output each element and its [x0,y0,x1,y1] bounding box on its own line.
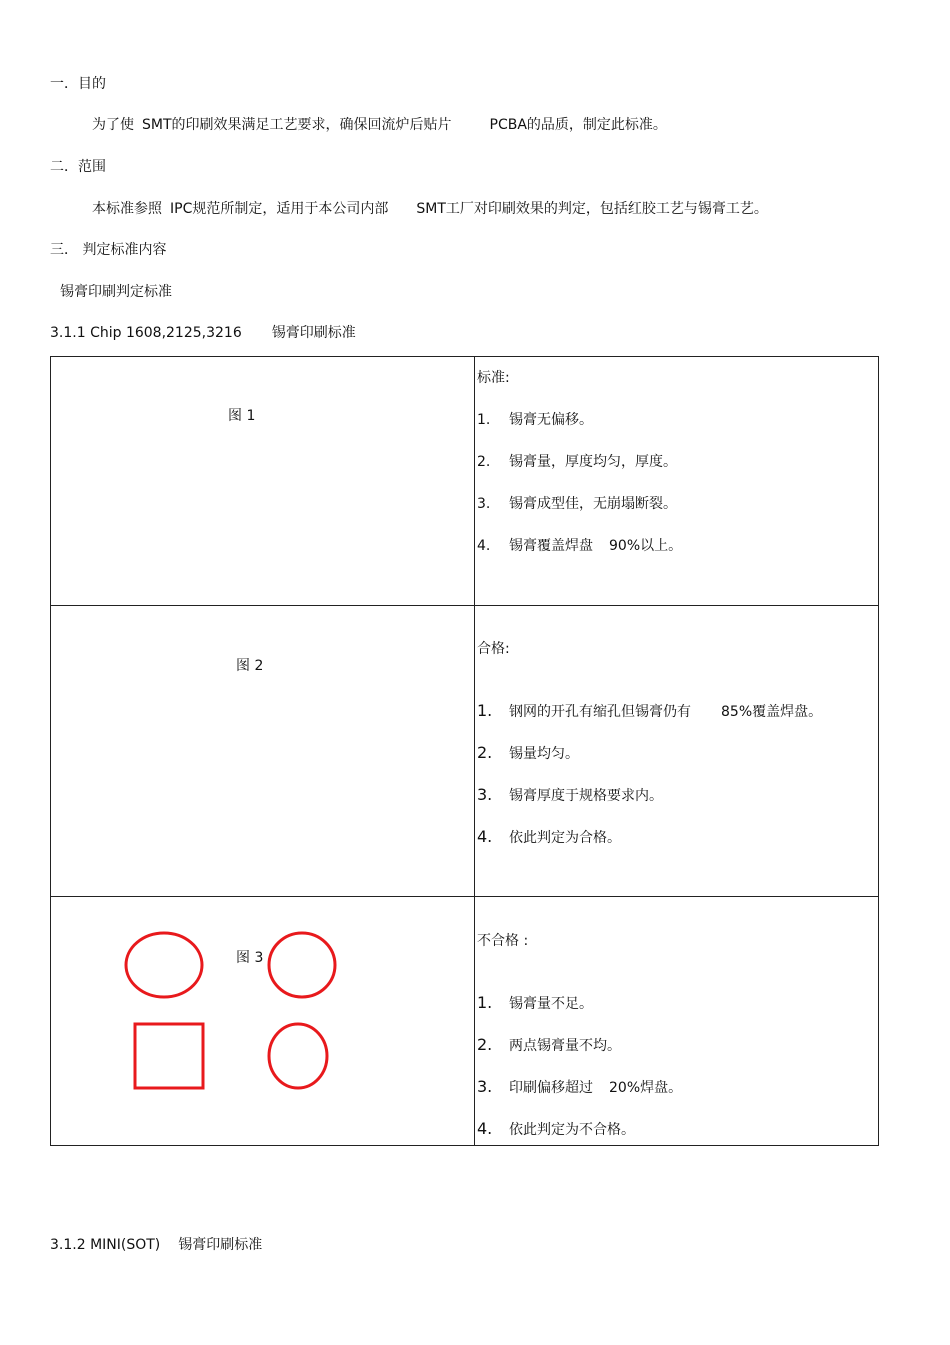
figure-cell-1 [51,357,475,606]
section-3-subtitle: 锡膏印刷判定标准 [60,284,172,300]
list-item: 3. 锡膏成型佳，无崩塌断裂。 [477,496,677,512]
list-item: 4. 锡膏覆盖焊盘 90%以上。 [477,538,683,554]
section-2-body-part-c: SMT工厂对印刷效果的判定，包括红胶工艺与锡膏工艺。 [416,201,768,217]
section-2-body-part-a: 本标准参照 [92,201,162,217]
list-item: 2. 锡量均匀。 [477,743,579,762]
section-1-body-part-a: 为了使 [92,117,134,133]
section-2-body-part-b: IPC规范所制定，适用于本公司内部 [170,201,389,217]
criteria-title-acceptable: 合格: [477,641,510,657]
heading-3-1-2 [50,1236,262,1254]
figure-cell-3 [51,897,475,1146]
table-row-unacceptable [51,897,879,1146]
list-item: 1. 锡膏无偏移。 [477,412,593,428]
table-row-standard [51,357,879,606]
criteria-title-unacceptable: 不合格 : [477,933,529,949]
pad-ellipse-mark [126,933,202,997]
figure-3-label: 图 3 [236,950,264,966]
section-2-title: 二．范围 [50,159,106,175]
figure-3-shapes [51,897,474,1146]
list-item: 2. 锡膏量，厚度均匀，厚度。 [477,454,677,470]
section-1-body [92,116,667,134]
section-2-body [92,200,768,218]
list-item: 2. 两点锡膏量不均。 [477,1035,621,1054]
section-1-body-part-b: SMT的印刷效果满足工艺要求，确保回流炉后贴片 [142,117,452,133]
criteria-cell-1 [475,357,879,606]
criteria-table [50,356,879,1146]
pad-circle-mark [269,933,335,997]
list-item: 4. 依此判定为合格。 [477,827,621,846]
section-1-body-part-c: PCBA的品质，制定此标准。 [489,117,667,133]
criteria-title-standard: 标准: [477,370,510,386]
section-3-title: 三． 判定标准内容 [50,242,167,258]
figure-cell-2 [51,606,475,897]
figure-1-label: 图 1 [228,408,256,424]
section-1-title: 一．目的 [50,76,106,92]
heading-3-1-2-code: 3.1.2 MINI(SOT) [50,1237,161,1253]
list-item: 3. 锡膏厚度于规格要求内。 [477,785,663,804]
pad-square-mark [135,1024,203,1088]
heading-3-1-2-text: 锡膏印刷标准 [178,1237,263,1253]
pad-oval-mark [269,1024,327,1088]
list-item: 3. 印刷偏移超过 20%焊盘。 [477,1077,683,1096]
criteria-cell-3 [475,897,879,1146]
list-item: 1. 钢网的开孔有缩孔但锡膏仍有 85%覆盖焊盘。 [477,701,823,720]
table-row-acceptable [51,606,879,897]
list-item: 1. 锡膏量不足。 [477,993,593,1012]
criteria-cell-2 [475,606,879,897]
list-item: 4. 依此判定为不合格。 [477,1119,635,1138]
heading-3-1-1-text: 锡膏印刷标准 [271,325,356,341]
figure-2-label: 图 2 [236,658,264,674]
heading-3-1-1 [50,324,356,342]
heading-3-1-1-code: 3.1.1 Chip 1608,2125,3216 [50,325,242,341]
